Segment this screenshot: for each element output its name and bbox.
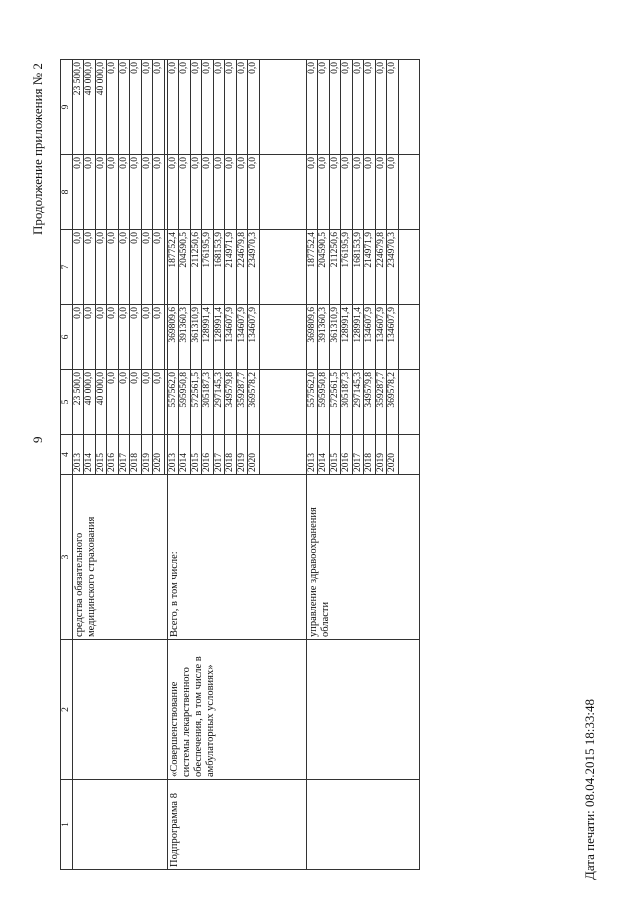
column-header-1: 1 <box>61 780 73 870</box>
year-cell: 2013 <box>167 435 179 475</box>
value-cell: 0,0 <box>318 60 330 155</box>
empty-cell <box>259 155 306 230</box>
value-cell: 0,0 <box>107 60 119 155</box>
year-cell: 2017 <box>352 435 364 475</box>
column-header-9: 9 <box>61 60 73 155</box>
year-cell: 2019 <box>375 435 387 475</box>
value-cell: 0,0 <box>130 60 142 155</box>
value-cell: 187752,4 <box>306 230 318 305</box>
year-cell: 2018 <box>130 435 142 475</box>
year-cell: 2017 <box>118 435 130 475</box>
column-header-5: 5 <box>61 370 73 435</box>
value-cell: 0,0 <box>107 305 119 370</box>
value-cell: 0,0 <box>84 230 96 305</box>
value-cell: 0,0 <box>118 230 130 305</box>
year-cell: 2015 <box>190 435 202 475</box>
value-cell: 40 000,0 <box>95 60 107 155</box>
value-cell: 134607,9 <box>387 305 399 370</box>
value-cell: 0,0 <box>130 230 142 305</box>
value-cell: 0,0 <box>329 60 341 155</box>
value-cell: 0,0 <box>153 305 165 370</box>
value-cell: 0,0 <box>118 60 130 155</box>
value-cell: 0,0 <box>364 155 376 230</box>
value-cell: 0,0 <box>318 155 330 230</box>
value-cell: 0,0 <box>225 60 237 155</box>
cell-c2-text <box>306 640 419 780</box>
budget-table <box>60 59 420 870</box>
value-cell: 211250,6 <box>190 230 202 305</box>
value-cell: 0,0 <box>118 155 130 230</box>
empty-cell <box>398 155 419 230</box>
value-cell: 0,0 <box>153 370 165 435</box>
value-cell: 176195,9 <box>341 230 353 305</box>
column-header-8: 8 <box>61 155 73 230</box>
value-cell: 0,0 <box>141 370 153 435</box>
value-cell: 168153,9 <box>213 230 225 305</box>
year-cell: 2013 <box>72 435 84 475</box>
value-cell: 391360,3 <box>318 305 330 370</box>
value-cell: 369809,6 <box>167 305 179 370</box>
value-cell: 0,0 <box>130 305 142 370</box>
cell-c3-text: Всего, в том числе: <box>167 475 306 640</box>
cell-c1-text: Подпрограмма 8 <box>167 780 306 870</box>
value-cell: 128991,4 <box>202 305 214 370</box>
value-cell: 0,0 <box>213 60 225 155</box>
cell-c1-text <box>72 780 167 870</box>
year-cell: 2014 <box>318 435 330 475</box>
value-cell: 0,0 <box>375 155 387 230</box>
value-cell: 0,0 <box>190 155 202 230</box>
value-cell: 369809,6 <box>306 305 318 370</box>
value-cell: 0,0 <box>329 155 341 230</box>
value-cell: 0,0 <box>306 155 318 230</box>
value-cell: 0,0 <box>153 230 165 305</box>
year-cell: 2016 <box>341 435 353 475</box>
column-header-7: 7 <box>61 230 73 305</box>
value-cell: 297145,3 <box>352 370 364 435</box>
value-cell: 0,0 <box>141 230 153 305</box>
year-cell: 2015 <box>95 435 107 475</box>
cell-c3-text: средства обязательного медицинского страхования <box>72 475 167 640</box>
value-cell: 134607,9 <box>225 305 237 370</box>
page-number: 9 <box>30 436 45 443</box>
table-row <box>72 60 84 870</box>
table-row <box>167 60 179 870</box>
empty-cell <box>259 435 306 475</box>
value-cell: 214971,9 <box>364 230 376 305</box>
value-cell: 0,0 <box>352 155 364 230</box>
value-cell: 359287,7 <box>375 370 387 435</box>
empty-cell <box>398 305 419 370</box>
cell-c2-text: «Совершенствование системы лекарственного обеспечения, в том числе в амбулаторных условиях» <box>167 640 306 780</box>
value-cell: 0,0 <box>352 60 364 155</box>
value-cell: 0,0 <box>72 230 84 305</box>
value-cell: 0,0 <box>248 155 260 230</box>
value-cell: 0,0 <box>107 370 119 435</box>
empty-cell <box>259 370 306 435</box>
column-header-2: 2 <box>61 640 73 780</box>
value-cell: 0,0 <box>118 305 130 370</box>
year-cell: 2019 <box>236 435 248 475</box>
value-cell: 128991,4 <box>341 305 353 370</box>
value-cell: 0,0 <box>72 155 84 230</box>
value-cell: 0,0 <box>364 60 376 155</box>
column-header-4: 4 <box>61 435 73 475</box>
value-cell: 557562,0 <box>167 370 179 435</box>
value-cell: 0,0 <box>84 155 96 230</box>
value-cell: 0,0 <box>107 155 119 230</box>
value-cell: 361310,9 <box>190 305 202 370</box>
year-cell: 2019 <box>141 435 153 475</box>
value-cell: 0,0 <box>387 155 399 230</box>
value-cell: 0,0 <box>118 370 130 435</box>
year-cell: 2018 <box>225 435 237 475</box>
value-cell: 40 000,0 <box>95 370 107 435</box>
value-cell: 214971,9 <box>225 230 237 305</box>
value-cell: 168153,9 <box>352 230 364 305</box>
year-cell: 2020 <box>153 435 165 475</box>
value-cell: 0,0 <box>236 155 248 230</box>
year-cell: 2014 <box>84 435 96 475</box>
value-cell: 0,0 <box>130 155 142 230</box>
value-cell: 204590,5 <box>179 230 191 305</box>
value-cell: 40 000,0 <box>84 60 96 155</box>
cell-c1-text <box>306 780 419 870</box>
value-cell: 23 500,0 <box>72 60 84 155</box>
value-cell: 349579,8 <box>364 370 376 435</box>
value-cell: 40 000,0 <box>84 370 96 435</box>
empty-cell <box>259 60 306 155</box>
print-date: Дата печати: 08.04.2015 18:33:48 <box>582 698 597 880</box>
value-cell: 595950,8 <box>179 370 191 435</box>
value-cell: 595950,8 <box>318 370 330 435</box>
value-cell: 349579,8 <box>225 370 237 435</box>
value-cell: 0,0 <box>375 60 387 155</box>
empty-cell <box>398 60 419 155</box>
value-cell: 391360,3 <box>179 305 191 370</box>
value-cell: 0,0 <box>130 370 142 435</box>
value-cell: 128991,4 <box>213 305 225 370</box>
value-cell: 23 500,0 <box>72 370 84 435</box>
value-cell: 0,0 <box>141 305 153 370</box>
value-cell: 224679,8 <box>375 230 387 305</box>
value-cell: 134607,9 <box>248 305 260 370</box>
value-cell: 0,0 <box>107 230 119 305</box>
column-header-3: 3 <box>61 475 73 640</box>
value-cell: 0,0 <box>179 155 191 230</box>
value-cell: 557562,0 <box>306 370 318 435</box>
year-cell: 2018 <box>364 435 376 475</box>
value-cell: 224679,8 <box>236 230 248 305</box>
value-cell: 0,0 <box>341 60 353 155</box>
value-cell: 0,0 <box>153 60 165 155</box>
value-cell: 369578,2 <box>248 370 260 435</box>
year-cell: 2020 <box>248 435 260 475</box>
value-cell: 0,0 <box>341 155 353 230</box>
value-cell: 0,0 <box>141 60 153 155</box>
appendix-title: Продолжение приложения № 2 <box>30 63 45 235</box>
value-cell: 0,0 <box>72 305 84 370</box>
empty-cell <box>398 435 419 475</box>
empty-cell <box>259 305 306 370</box>
rotated-page <box>30 40 610 880</box>
value-cell: 0,0 <box>236 60 248 155</box>
value-cell: 369578,2 <box>387 370 399 435</box>
value-cell: 0,0 <box>95 155 107 230</box>
value-cell: 0,0 <box>213 155 225 230</box>
value-cell: 305187,3 <box>202 370 214 435</box>
value-cell: 0,0 <box>190 60 202 155</box>
year-cell: 2020 <box>387 435 399 475</box>
value-cell: 0,0 <box>179 60 191 155</box>
value-cell: 0,0 <box>387 60 399 155</box>
value-cell: 0,0 <box>225 155 237 230</box>
value-cell: 572561,5 <box>329 370 341 435</box>
value-cell: 0,0 <box>248 60 260 155</box>
column-header-row <box>61 60 73 870</box>
empty-cell <box>398 370 419 435</box>
value-cell: 361310,9 <box>329 305 341 370</box>
value-cell: 305187,3 <box>341 370 353 435</box>
cell-c2-text <box>72 640 167 780</box>
empty-cell <box>259 230 306 305</box>
value-cell: 204590,5 <box>318 230 330 305</box>
value-cell: 0,0 <box>202 155 214 230</box>
value-cell: 187752,4 <box>167 230 179 305</box>
value-cell: 0,0 <box>202 60 214 155</box>
value-cell: 0,0 <box>141 155 153 230</box>
value-cell: 128991,4 <box>352 305 364 370</box>
value-cell: 0,0 <box>95 230 107 305</box>
year-cell: 2015 <box>329 435 341 475</box>
value-cell: 234970,3 <box>248 230 260 305</box>
column-header-6: 6 <box>61 305 73 370</box>
value-cell: 0,0 <box>306 60 318 155</box>
value-cell: 359287,7 <box>236 370 248 435</box>
value-cell: 211250,6 <box>329 230 341 305</box>
value-cell: 134607,9 <box>364 305 376 370</box>
value-cell: 297145,3 <box>213 370 225 435</box>
value-cell: 0,0 <box>167 155 179 230</box>
table-row <box>306 60 318 870</box>
value-cell: 134607,9 <box>375 305 387 370</box>
year-cell: 2016 <box>202 435 214 475</box>
value-cell: 0,0 <box>95 305 107 370</box>
year-cell: 2013 <box>306 435 318 475</box>
value-cell: 134607,9 <box>236 305 248 370</box>
value-cell: 0,0 <box>167 60 179 155</box>
value-cell: 0,0 <box>84 305 96 370</box>
year-cell: 2017 <box>213 435 225 475</box>
year-cell: 2014 <box>179 435 191 475</box>
value-cell: 0,0 <box>153 155 165 230</box>
value-cell: 176195,9 <box>202 230 214 305</box>
value-cell: 572561,5 <box>190 370 202 435</box>
value-cell: 234970,3 <box>387 230 399 305</box>
empty-cell <box>398 230 419 305</box>
cell-c3-text: управление здравоохранения области <box>306 475 419 640</box>
year-cell: 2016 <box>107 435 119 475</box>
